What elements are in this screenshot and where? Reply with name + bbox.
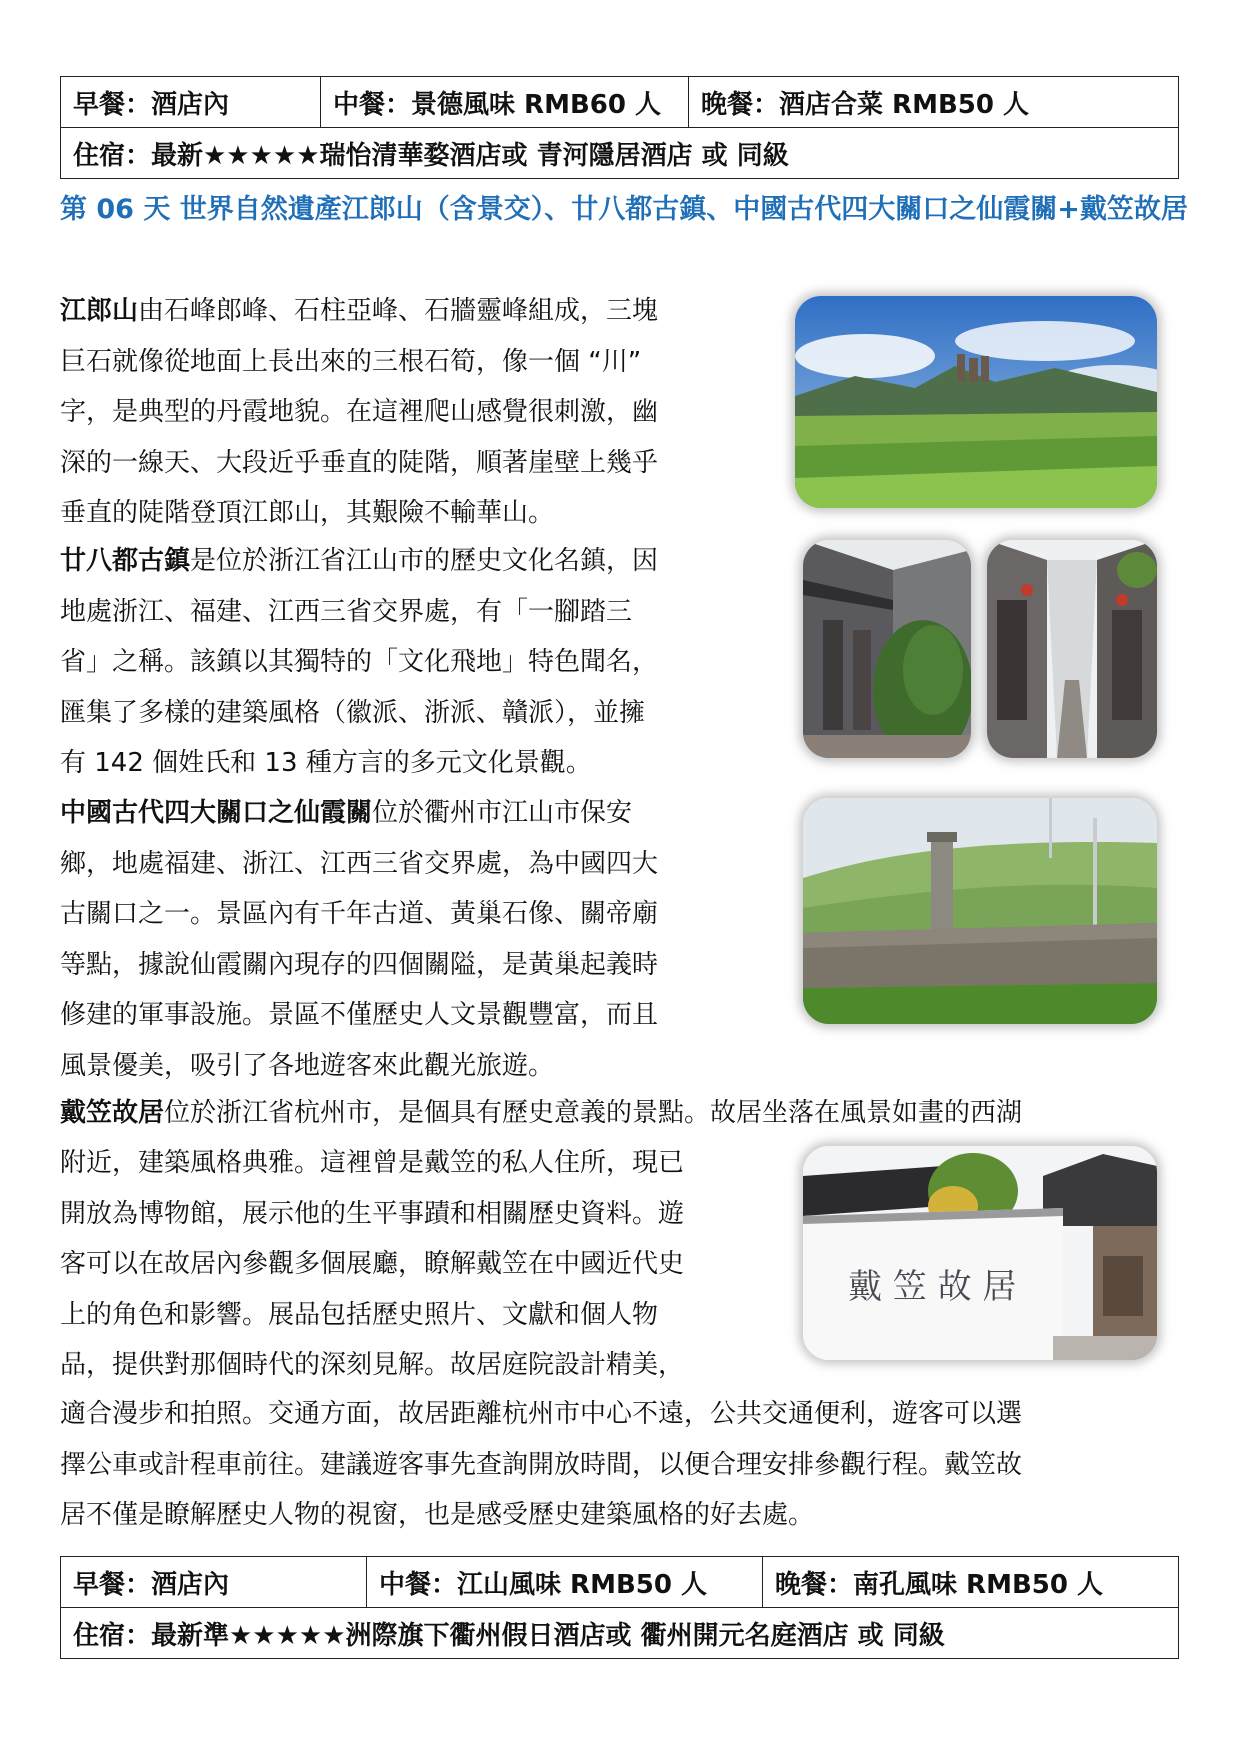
text-line: 修建的軍事設施。景區不僅歷史人文景觀豐富，而且 [60,1000,659,1030]
paragraph-nianbadu [60,536,740,789]
breakfast-cell: 早餐：酒店內 [61,77,321,128]
lunch-cell: 中餐：江山風味 RMB50 人 [367,1557,763,1608]
text-line: 由石峰郎峰、石柱亞峰、石牆靈峰組成，三塊 [138,296,659,326]
text-line: 位於衢州市江山市保安 [372,798,633,828]
text-line: 垂直的陡階登頂江郎山，其艱險不輸華山。 [60,498,555,528]
text-line: 是位於浙江省江山市的歷史文化名鎮，因 [190,546,659,576]
text-line: 巨石就像從地面上長出來的三根石筍，像一個 “川” [60,346,642,377]
attraction-name-nianbadu: 廿八都古鎮 [60,546,191,576]
text-line: 開放為博物館，展示他的生平事蹟和相關歷史資料。遊 [60,1198,685,1229]
lodging-row [61,128,1179,179]
dinner-cell: 晚餐：酒店合菜 RMB50 人 [689,77,1179,128]
paragraph-jianglang [60,286,740,539]
text-line: 客可以在故居內參觀多個展廳，瞭解戴笠在中國近代史 [60,1249,685,1279]
text-line: 品，提供對那個時代的深刻見解。故居庭院設計精美， [60,1350,685,1380]
text-line: 風景優美，吸引了各地遊客來此觀光旅遊。 [60,1050,555,1081]
meals-table-bottom [60,1556,1179,1659]
paragraph-daili-full [60,1389,1200,1541]
meals-table-top [60,76,1179,179]
paragraph-daili-first [60,1088,1200,1139]
text-line: 有 142 個姓氏和 13 種方言的多元文化景觀。 [60,748,592,778]
paragraph-daili-wrapped [60,1138,770,1391]
lodging-row [61,1608,1179,1659]
text-line: 地處浙江、福建、江西三省交界處，有「一腳踏三 [60,596,633,627]
lunch-cell: 中餐：景德風味 RMB60 人 [321,77,689,128]
attraction-name-daili: 戴笠故居 [60,1098,165,1128]
day-title: 第 06 天 世界自然遺產江郎山（含景交）、廿八都古鎮、中國古代四大關口之仙霞關+戴笠故居 [60,194,1188,225]
dinner-cell: 晚餐：南孔風味 RMB50 人 [763,1557,1179,1608]
photo-jianglang-mountain [795,296,1157,508]
photo-daili-residence [803,1146,1157,1360]
text-line: 鄉，地處福建、浙江、江西三省交界處，為中國四大 [60,848,659,879]
lodging-cell: 住宿：最新準★★★★★洲際旗下衢州假日酒店或 衢州開元名庭酒店 或 同級 [61,1608,1179,1659]
paragraph-xianxia [60,788,740,1091]
text-line: 適合漫步和拍照。交通方面，故居距離杭州市中心不遠，公共交通便利，遊客可以選 [60,1399,1023,1429]
text-line: 等點，據說仙霞關內現存的四個關隘，是黃巢起義時 [60,949,659,980]
meals-row [61,1557,1179,1608]
meals-row [61,77,1179,128]
wall-calligraphy-sign: 戴 笠 故 居 [848,1267,1017,1307]
photo-nianbadu-street-right [987,540,1157,758]
attraction-name-jianglang: 江郎山 [60,296,139,326]
text-line: 省」之稱。該鎮以其獨特的「文化飛地」特色聞名， [60,647,659,677]
text-line: 擇公車或計程車前往。建議遊客事先查詢開放時間，以便合理安排參觀行程。戴笠故 [60,1449,1023,1480]
photo-nianbadu-street-left [803,540,971,758]
text-line: 深的一線天、大段近乎垂直的陡階，順著崖壁上幾乎 [60,447,659,478]
breakfast-cell: 早餐：酒店內 [61,1557,367,1608]
text-line: 匯集了多樣的建築風格（徽派、浙派、贛派），並擁 [60,697,646,728]
text-line: 居不僅是瞭解歷史人物的視窗，也是感受歷史建築風格的好去處。 [60,1500,815,1530]
text-line: 附近，建築風格典雅。這裡曾是戴笠的私人住所，現已 [60,1148,685,1178]
text-line: 字，是典型的丹霞地貌。在這裡爬山感覺很刺激，幽 [60,397,659,427]
text-line: 位於浙江省杭州市，是個具有歷史意義的景點。故居坐落在風景如畫的西湖 [164,1098,1023,1128]
attraction-name-xianxia: 中國古代四大關口之仙霞關 [60,798,373,828]
text-line: 上的角色和影響。展品包括歷史照片、文獻和個人物 [60,1299,659,1330]
photo-xianxia-pass [803,798,1157,1024]
lodging-cell: 住宿：最新★★★★★瑞怡清華婺酒店或 青河隱居酒店 或 同級 [61,128,1179,179]
text-line: 古關口之一。景區內有千年古道、黃巢石像、關帝廟 [60,899,659,929]
